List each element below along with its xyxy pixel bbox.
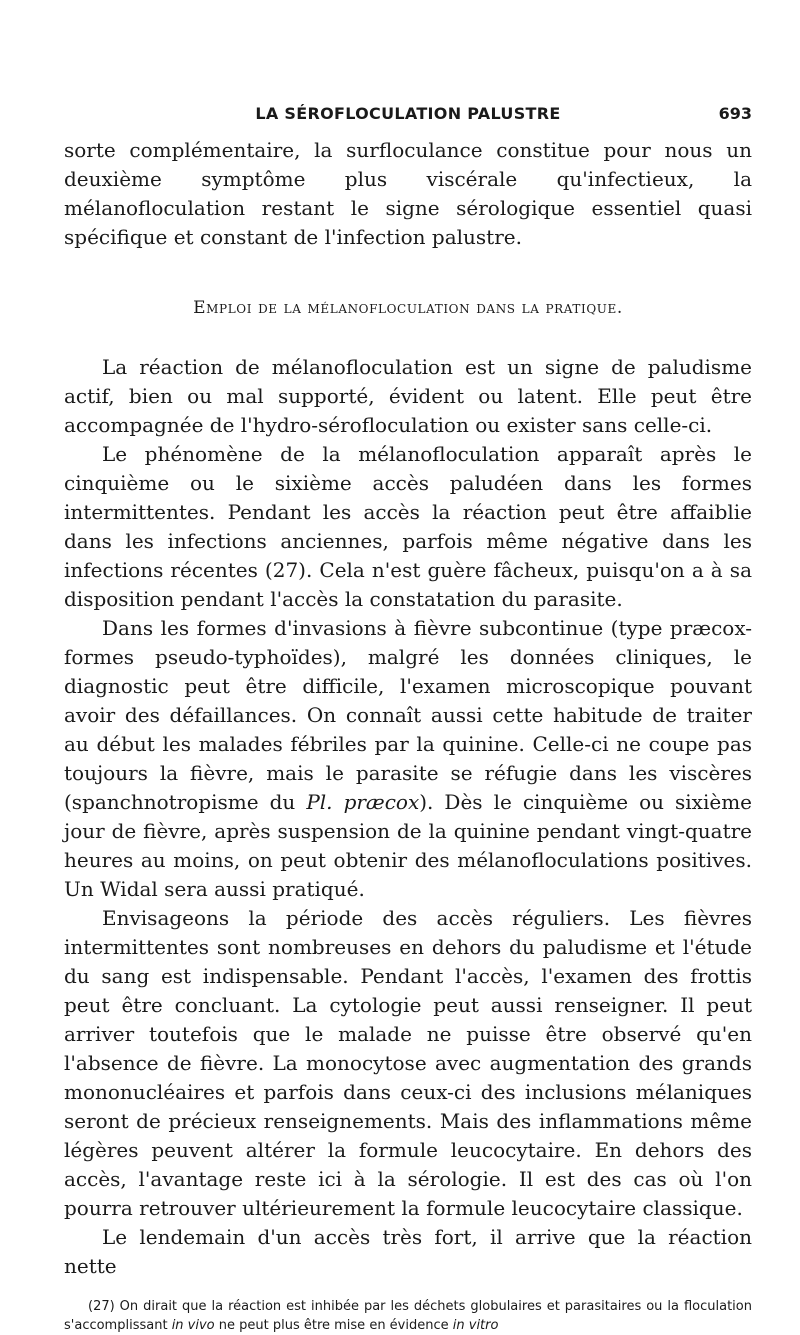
body-text [64, 136, 752, 1281]
footnote-text: ne peut plus être mise en évidence [214, 1318, 453, 1333]
paragraph: La réaction de mélanofloculation est un signe de paludisme actif, bien ou mal supporté, évident ou latent. Elle peut être accompagnée de l'hydro-sérofloculation ou exister sans celle-ci. [64, 355, 752, 437]
running-head [64, 96, 752, 136]
paragraph-text: Dans les formes d'invasions à fièvre subcontinue (type præcox-formes pseudo-typhoïdes), malgré les données cliniques, le diagnostic peut être difficile, l'examen microscopique pouvant avoir des défaillances. On connaît aussi cette habitude de traiter au début les malades fébriles par la quinine. Celle-ci ne coupe pas toujours la fièvre, mais le parasite se réfugie dans les viscères (spanchnotropisme du [64, 616, 752, 814]
paragraph-italic-text: Pl. præcox [306, 790, 420, 814]
running-title: LA SÉROFLOCULATION PALUSTRE [255, 104, 561, 123]
paragraph [64, 614, 752, 904]
paragraph: Le lendemain d'un accès très fort, il arrive que la réaction nette [64, 1225, 752, 1278]
book-page [64, 96, 752, 1335]
section-heading: Emploi de la mélanofloculation dans la pratique. [193, 298, 623, 318]
page-number: 693 [718, 104, 752, 123]
paragraph: Le phénomène de la mélanofloculation apparaît après le cinquième ou le sixième accès paludéen dans les formes intermittentes. Pendant les accès la réaction peut être affaiblie dans les infections anciennes, parfois même négative dans les infections récentes (27). Cela n'est guère fâcheux, puisqu'on a à sa disposition pendant l'accès la constatation du parasite. [64, 442, 752, 611]
paragraph-continuation: sorte complémentaire, la surfloculance constitue pour nous un deuxième symptôme plus viscérale qu'infectieux, la mélanofloculation restant le signe sérologique essentiel quasi spécifique et constant de l'infection palustre. [64, 138, 752, 249]
footnote [64, 1297, 752, 1335]
paragraph: Envisageons la période des accès réguliers. Les fièvres intermittentes sont nombreuses en dehors du paludisme et l'étude du sang est indispensable. Pendant l'accès, l'examen des frottis peut être concluant. La cytologie peut aussi renseigner. Il peut arriver toutefois que le malade ne puisse être observé qu'en l'absence de fièvre. La monocytose avec augmentation des grands mononucléaires et parfois dans ceux-ci des inclusions mélaniques seront de précieux renseignements. Mais des inflammations même légères peuvent altérer la formule leucocytaire. En dehors des accès, l'avantage reste ici à la sérologie. Il est des cas où l'on pourra retrouver ultérieurement la formule leucocytaire classique. [64, 906, 752, 1220]
footnote-italic-text: in vitro [452, 1318, 499, 1333]
footnote-text: (27) On dirait que la réaction est inhibée par les déchets globulaires et parasitaires ou la floculation s'accomplissant [64, 1299, 752, 1333]
paragraph-text: ). Dès le cinquième ou sixième jour de fièvre, après suspension de la quinine pendant vingt-quatre heures au moins, on peut obtenir des mélanofloculations positives. Un Widal sera aussi pratiqué. [64, 790, 752, 901]
footnote-italic-text: in vivo [171, 1318, 215, 1333]
